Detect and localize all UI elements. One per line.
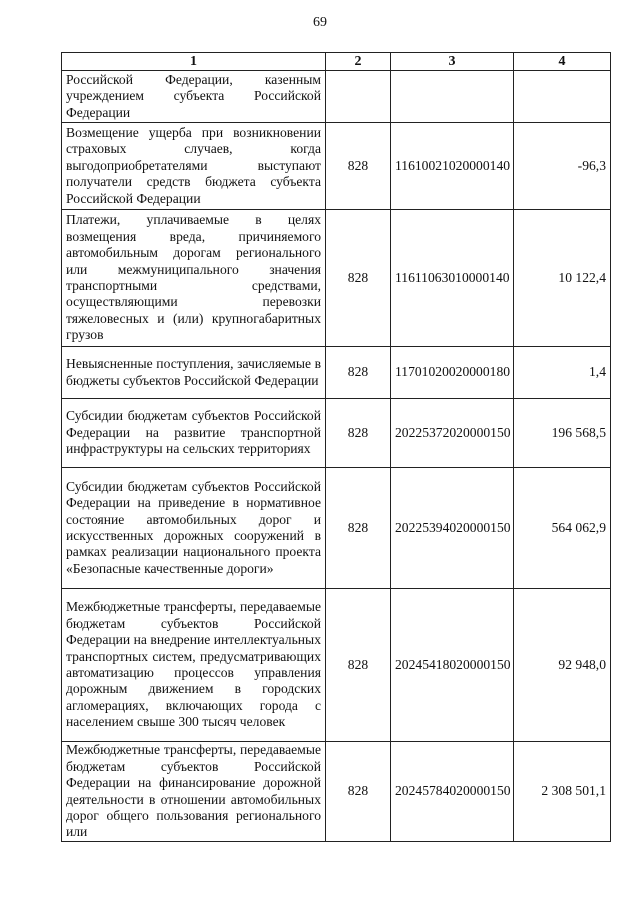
row-description: Невыясненные поступления, зачисляемые в бюджеты субъектов Российской Федерации (62, 347, 326, 399)
table-header-row (62, 53, 611, 71)
table-row (62, 347, 611, 399)
row-admin-code: 828 (326, 347, 391, 399)
row-admin-code: 828 (326, 742, 391, 842)
row-description: Российской Федерации, казенным учреждением субъекта Российской Федерации (62, 71, 326, 123)
row-budget-code (391, 71, 514, 123)
row-amount: 1,4 (514, 347, 611, 399)
row-admin-code (326, 71, 391, 123)
table-row (62, 210, 611, 347)
row-amount (514, 71, 611, 123)
row-amount: 2 308 501,1 (514, 742, 611, 842)
revenue-table (61, 52, 611, 842)
row-amount: -96,3 (514, 123, 611, 210)
row-admin-code: 828 (326, 589, 391, 742)
row-admin-code: 828 (326, 123, 391, 210)
row-amount: 92 948,0 (514, 589, 611, 742)
column-header: 2 (326, 53, 391, 71)
table-row (62, 399, 611, 468)
row-amount: 10 122,4 (514, 210, 611, 347)
row-budget-code: 20245418020000150 (391, 589, 514, 742)
row-description: Субсидии бюджетам субъектов Российской Федерации на приведение в нормативное состояние автомобильных дорог и искусственных дорожных сооружений в рамках реализации национального проекта «Безопасные качественные дороги» (62, 468, 326, 589)
column-header: 3 (391, 53, 514, 71)
column-header: 4 (514, 53, 611, 71)
row-description: Субсидии бюджетам субъектов Российской Федерации на развитие транспортной инфраструктуры на сельских территориях (62, 399, 326, 468)
row-description: Возмещение ущерба при возникновении страховых случаев, когда выгодоприобретателями выступают получатели средств бюджета субъекта Российской Федерации (62, 123, 326, 210)
row-admin-code: 828 (326, 210, 391, 347)
table-row (62, 589, 611, 742)
table-row (62, 71, 611, 123)
table-row (62, 468, 611, 589)
row-description: Межбюджетные трансферты, передаваемые бюджетам субъектов Российской Федерации на финансирование дорожной деятельности в отношении автомобильных дорог общего пользования регионального или (62, 742, 326, 842)
table-row (62, 123, 611, 210)
table-row (62, 742, 611, 842)
page-number: 69 (313, 15, 327, 30)
row-budget-code: 20225394020000150 (391, 468, 514, 589)
row-description: Платежи, уплачиваемые в целях возмещения вреда, причиняемого автомобильным дорогам регионального или межмуниципального значения транспортными средствами, осуществляющими перевозки тяжеловесных и (или) крупногабаритных грузов (62, 210, 326, 347)
row-amount: 196 568,5 (514, 399, 611, 468)
row-admin-code: 828 (326, 468, 391, 589)
row-budget-code: 11611063010000140 (391, 210, 514, 347)
row-budget-code: 20245784020000150 (391, 742, 514, 842)
row-budget-code: 11701020020000180 (391, 347, 514, 399)
column-header: 1 (62, 53, 326, 71)
row-description: Межбюджетные трансферты, передаваемые бюджетам субъектов Российской Федерации на внедрение интеллектуальных транспортных систем, предусматривающих автоматизацию процессов управления дорожным движением в городских агломерациях, включающих города с населением свыше 300 тысяч человек (62, 589, 326, 742)
row-admin-code: 828 (326, 399, 391, 468)
row-budget-code: 20225372020000150 (391, 399, 514, 468)
row-budget-code: 11610021020000140 (391, 123, 514, 210)
row-amount: 564 062,9 (514, 468, 611, 589)
